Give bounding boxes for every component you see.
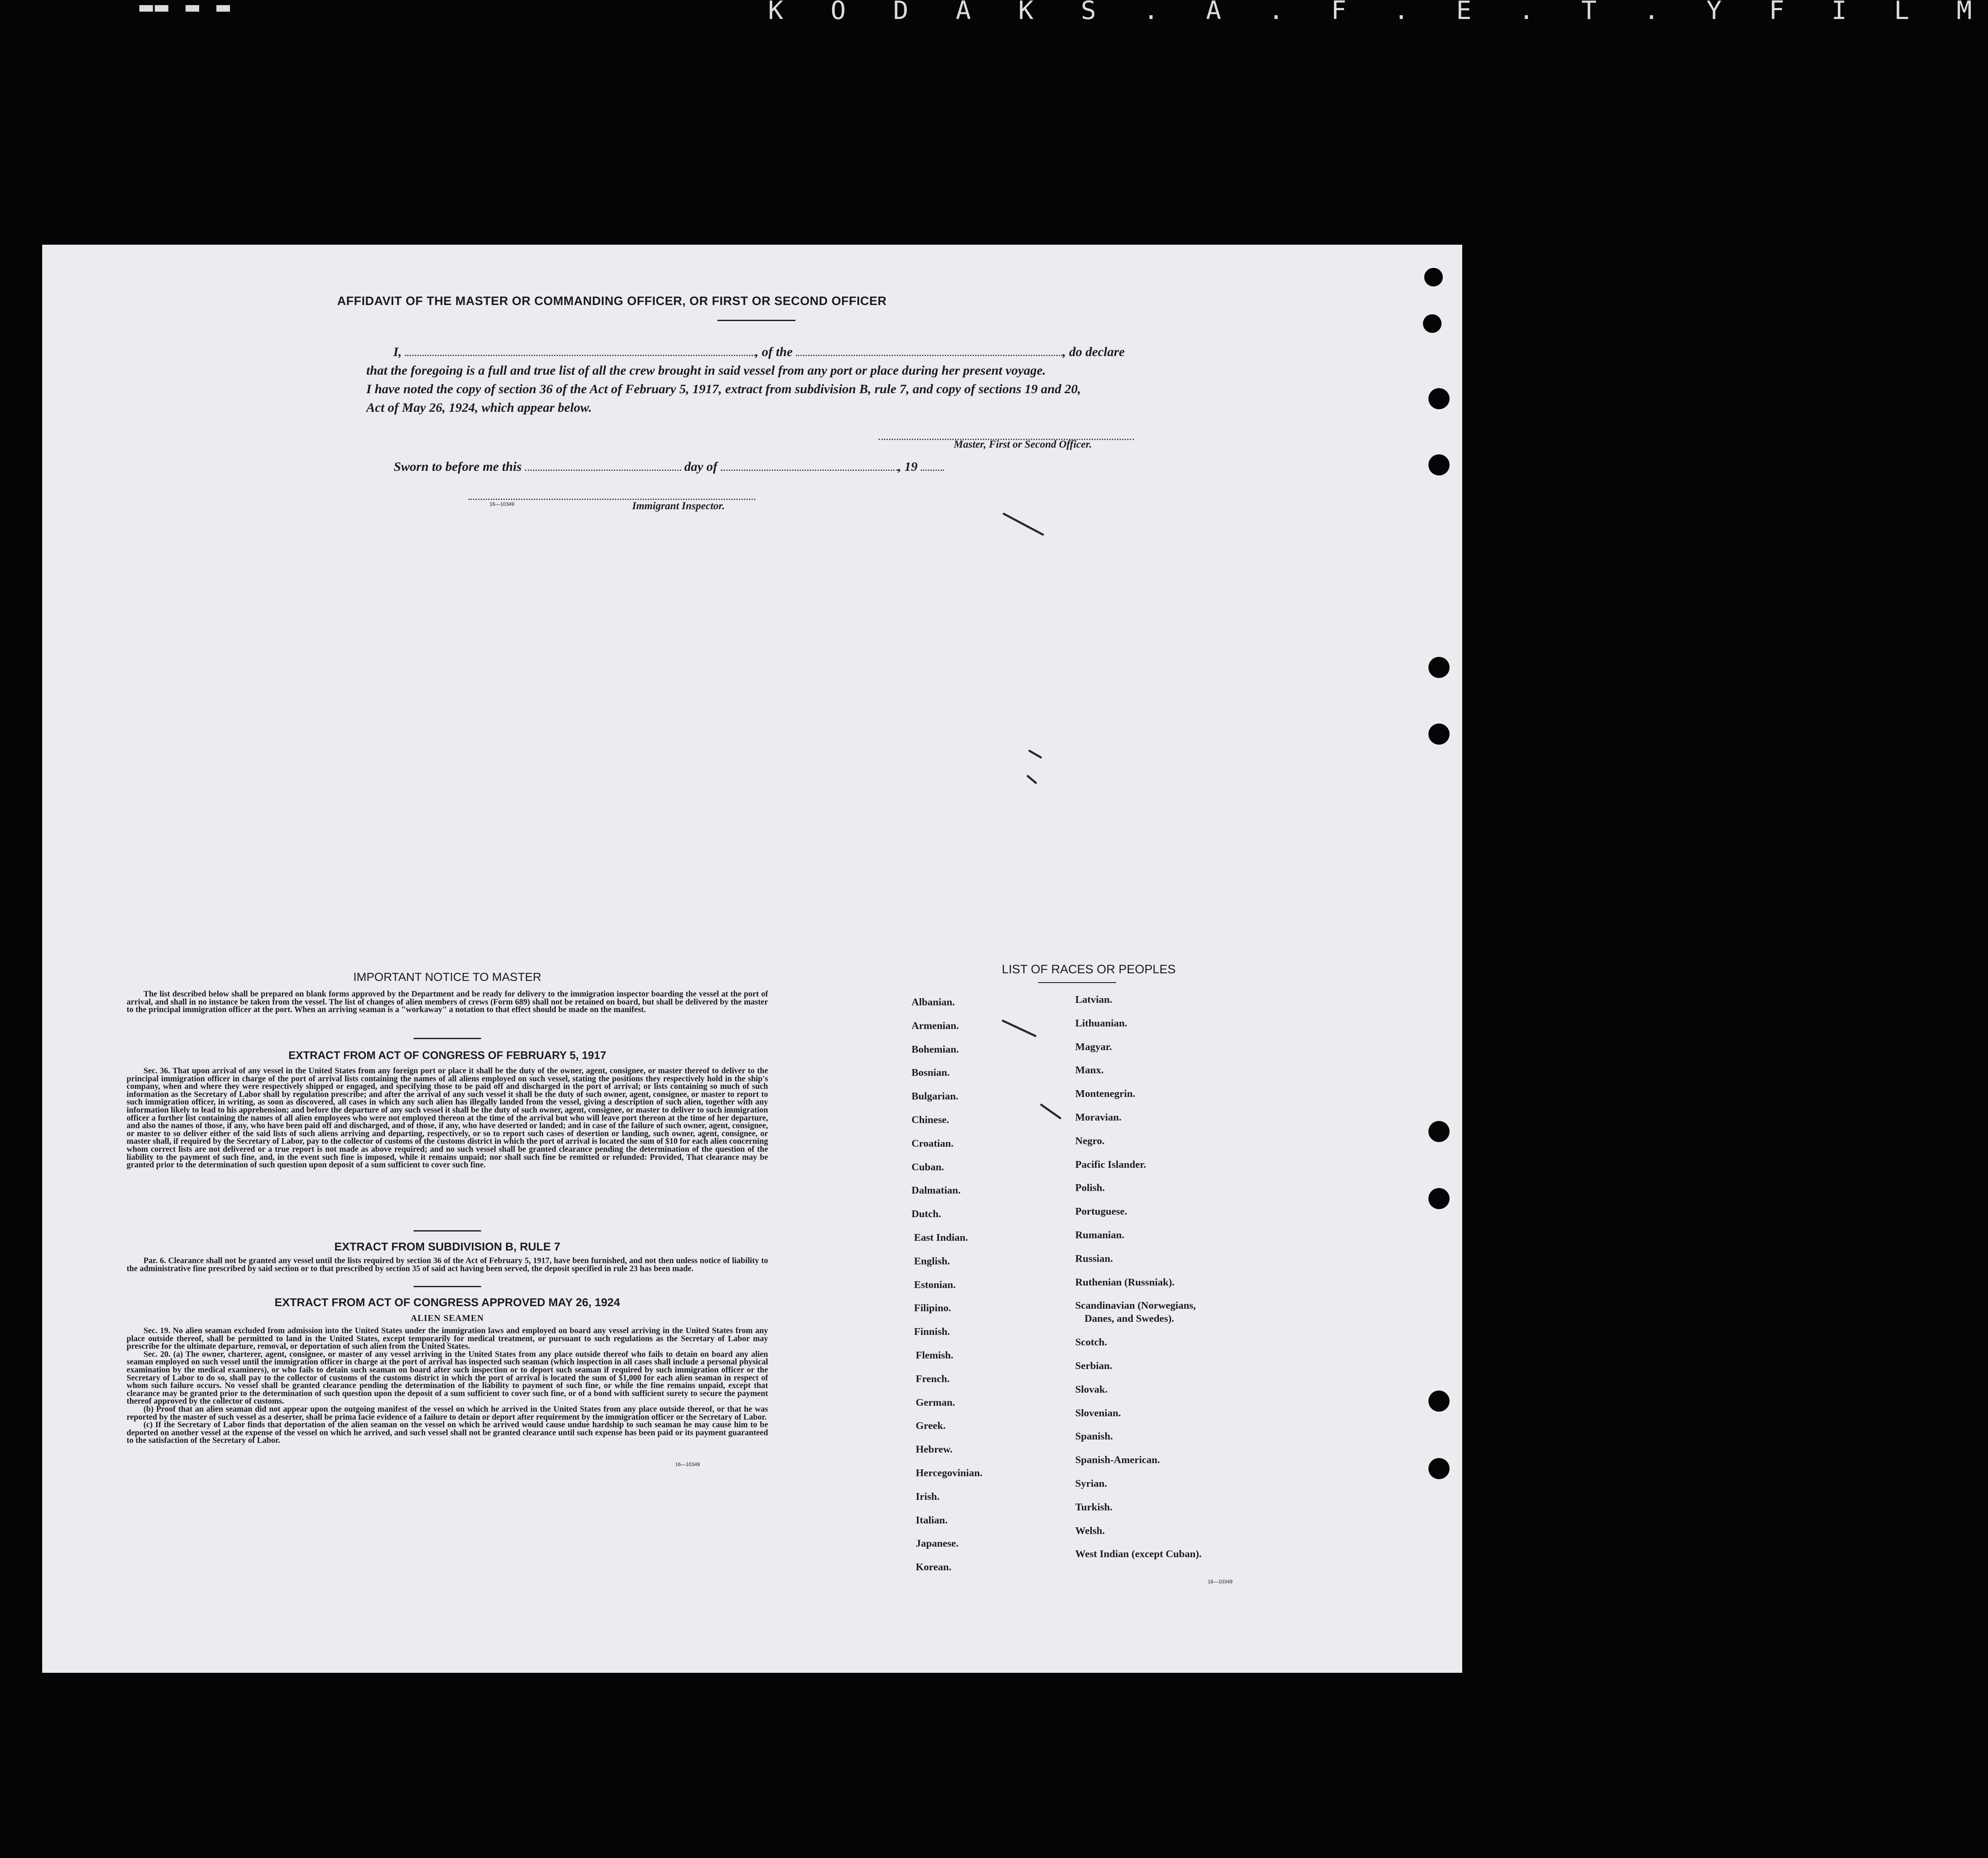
races-title: LIST OF RACES OR PEOPLES [1001,963,1176,976]
notice-paragraph: The list described below shall be prepared on blank forms approved by the Department and be ready for delivery to the immigration inspector boarding the vessel at the port of arrival, and shall in no instance be taken from the vessel. The list of changes of alien members of crews (Form 689) shall not be retained on board, but shall be delivered by the master to the principal immigration officer at the port. When an arriving seaman is a "workaway" a notation to that effect should be made on the manifest. [127,990,768,1015]
sworn-day-field[interactable] [525,465,681,471]
race-item: East Indian. [914,1232,968,1243]
race-item: Latvian. [1075,994,1112,1005]
race-item: Filipino. [914,1302,951,1314]
section-20c-paragraph: (c) If the Secretary of Labor finds that deportation of the alien seaman on the vessel on which he arrived would cause undue hardship to such seaman he may cause him to be deported on another vessel at the expense of the vessel on which he arrived, and such vessel shall not be granted clearance until such expense has been paid or its payment guaranteed to the satisfaction of the Secretary of Labor. [127,1421,768,1445]
sworn-year-field[interactable] [921,465,944,471]
title-rule [717,320,795,321]
name-field[interactable] [405,351,755,356]
race-item: Magyar. [1075,1041,1112,1053]
punch-hole [1424,268,1443,286]
punch-hole [1428,1188,1450,1209]
race-item: Spanish-American. [1075,1454,1160,1466]
race-item: West Indian (except Cuban). [1075,1548,1202,1560]
race-item: Finnish. [914,1326,950,1338]
race-item: Hebrew. [916,1444,953,1456]
race-item: Rumanian. [1075,1229,1125,1241]
race-item: Moravian. [1075,1112,1122,1123]
affidavit-body [366,343,1193,417]
race-item: Bohemian. [912,1043,959,1055]
race-item: Irish. [916,1491,940,1502]
section-rule [414,1286,481,1287]
race-item: Croatian. [912,1137,954,1149]
do-declare-label: , do declare [1063,344,1125,359]
race-item: Estonian. [914,1279,956,1291]
section-20b-paragraph: (b) Proof that an alien seaman did not appear upon the outgoing manifest of the vessel on which he arrived in the United States from any place outside thereof, or that he was reported by the master of such vessel as a deserter, shall be prima facie evidence of a failure to detain or deport after requirement by the immigration officer or the Secretary of Labor. [127,1404,768,1422]
punch-hole [1423,314,1442,333]
extract-1917-text [127,1067,768,1169]
stray-mark [1040,1103,1062,1120]
section-20a-paragraph: Sec. 20. (a) The owner, charterer, agent, consignee, or master of any vessel arriving in the United States from any place outside thereof who fails to detain on board any alien seaman employed on such vessel until the immigration officer in charge at the port of arrival has inspected such seaman (which inspection in all cases shall include a personal physical examination by the medical examiners), or who fails to detain such seaman on board after such inspection or to deport such seaman if required by such immigration officer or the Secretary of Labor to do so, shall pay to the collector of customs of the customs district in which the port of arrival is located the sum of $1,000 for each alien seaman in respect of whom such failure occurs. No vessel shall be granted clearance pending the determination of the liability to payment of such fine, or while the fine remains unpaid, except that clearance may be granted prior to the determination of such question upon the deposit of a sum sufficient to cover such fine, or of a bond with sufficient surety to secure the payment thereof approved by the collector of customs. [127,1350,768,1406]
alien-seamen-heading: ALIEN SEAMEN [411,1313,484,1323]
punch-hole [1428,1391,1450,1412]
race-item: Greek. [916,1420,946,1432]
race-item: Turkish. [1075,1501,1113,1513]
punch-hole [1428,724,1450,745]
notice-title: IMPORTANT NOTICE TO MASTER [353,970,541,983]
form-number: 16—10349 [1208,1579,1233,1585]
race-item: Slovenian. [1075,1407,1121,1419]
race-item: Lithuanian. [1075,1017,1128,1029]
inspector-signature-line[interactable] [468,499,755,500]
race-item: Negro. [1075,1135,1105,1147]
section-19-paragraph: Sec. 19. No alien seaman excluded from admission into the United States under the immigration laws and employed on board any vessel arriving in the United States from any place outside thereof, shall be permitted to land in the United States, except temporarily for medical treatment, or pursuant to such regulations as the Secretary of Labor may prescribe for the ultimate departure, removal, or deportation of such alien from the United States. [127,1326,768,1351]
of-the-label: , of the [755,344,793,359]
race-item: Hercegovinian. [916,1467,983,1479]
section-rule [414,1038,481,1039]
sworn-month-field[interactable] [721,465,898,471]
race-item: Bulgarian. [912,1091,958,1102]
race-item: Dalmatian. [912,1185,961,1196]
year-prefix: , 19 [898,459,918,474]
race-item: Cuban. [912,1161,944,1173]
signature-caption: Master, First or Second Officer. [954,439,1092,450]
subdivision-paragraph: Par. 6. Clearance shall not be granted any vessel until the lists required by section 36 of the Act of February 5, 1917, have been furnished, and not then unless notice of liability to the administrative fine prescribed by said section or to that prescribed by section 35 of said act having been served, the deposit specified in rule 23 has been made. [127,1256,768,1273]
race-item: Slovak. [1075,1383,1108,1395]
extract-1917-paragraph: Sec. 36. That upon arrival of any vessel in the United States from any foreign port or place it shall be the duty of the owner, agent, consignee, or master thereof to deliver to the principal immigration officer in charge of the port of arrival lists containing the names of all aliens employed on such vessel, stating the positions they respectively hold in the ship's company, when and where they were respectively shipped or engaged, and specifying those to be paid off and discharged in the port of arrival; or lists containing so much of such information as the Secretary of Labor shall by regulation prescribe; and after the arrival of any such vessel it shall be the duty of such owner, agent, consignee, or master to report to such immigration officer, in writing, as soon as discovered, all cases in which any such alien has illegally landed from the vessel, giving a description of such alien, together with any information likely to lead to his apprehension; and before the departure of any such vessel it shall be the duty of such owner, agent, consignee, or master to deliver to such immigration officer a further list containing the names of all alien employees who were not employed thereon at the time of the arrival but who will leave port thereon at the time of her departure, and also the names of those, if any, who have been paid off and discharged, and of those, if any, who have deserted or landed; and in case of the failure of such owner, agent, consignee, or master to so deliver either of the said lists of such aliens arriving and departing, respectively, or so to report such cases of desertion or landing, such owner, agent, consignee, or master shall, if required by the Secretary of Labor, pay to the collector of customs of the customs district in which the port of arrival is located the sum of $10 for each alien concerning whom correct lists are not delivered or a true report is not made as above required; and no such vessel shall be granted clearance pending the determination of the question of the liability to the payment of such fine, and, in the event such fine is imposed, while it remains unpaid; nor shall such fine be remitted or refunded: Provided, That clearance may be granted prior to the determination of such question upon deposit of a sum sufficient to cover such fine. [127,1067,768,1170]
race-item: Flemish. [916,1350,954,1361]
extract-1924-title: EXTRACT FROM ACT OF CONGRESS APPROVED MAY 26, 1924 [274,1296,620,1309]
punch-hole [1428,657,1450,678]
affidavit-line-3: I have noted the copy of section 36 of the Act of February 5, 1917, extract from subdivision B, rule 7, and copy of sections 19 and 20, [366,381,1081,396]
race-item: Manx. [1075,1064,1104,1076]
form-number: 16—10349 [490,501,514,507]
affidavit-title: AFFIDAVIT OF THE MASTER OR COMMANDING OFFICER, OR FIRST OR SECOND OFFICER [337,294,887,308]
race-item: Chinese. [912,1114,949,1126]
stray-mark [1028,749,1042,759]
sworn-prefix: Sworn to before me this [394,459,522,474]
races-rule [1038,982,1116,983]
race-item: Japanese. [916,1538,959,1550]
race-item: Pacific Islander. [1075,1159,1146,1170]
race-item: Armenian. [912,1020,959,1032]
race-item: Serbian. [1075,1360,1112,1372]
film-edge-marks: ▬▬ ▬ ▬ [139,0,232,20]
extract-1917-title: EXTRACT FROM ACT OF CONGRESS OF FEBRUARY 5, 1917 [288,1049,606,1061]
race-item: Scandinavian (Norwegians, [1075,1300,1196,1312]
race-item: Montenegrin. [1075,1088,1136,1100]
vessel-field[interactable] [796,351,1063,356]
affidavit-line-2: that the foregoing is a full and true list of all the crew brought in said vessel from any port or place during her present voyage. [366,363,1046,378]
race-item: German. [916,1396,955,1408]
section-rule [414,1230,481,1231]
notice-text [127,991,768,1014]
manifest-sheet [42,245,1462,1673]
form-number: 16—10349 [675,1461,700,1467]
extract-1924-text [127,1327,768,1445]
film-edge-strip [0,0,1988,25]
race-item: Dutch. [912,1208,941,1220]
race-item: Russian. [1075,1253,1113,1264]
race-item: Scotch. [1075,1337,1107,1348]
race-item: Albanian. [912,997,955,1008]
race-item: Danes, and Swedes). [1085,1313,1174,1325]
subdivision-text [127,1257,768,1273]
affidavit-line-4: Act of May 26, 1924, which appear below. [366,400,592,415]
race-item: English. [914,1255,950,1267]
race-item: Ruthenian (Russniak). [1075,1276,1175,1288]
race-item: Syrian. [1075,1478,1107,1489]
race-item: French. [916,1373,950,1385]
punch-hole [1428,388,1450,409]
inspector-caption: Immigrant Inspector. [632,500,725,512]
race-item: Bosnian. [912,1067,950,1079]
i-label: I, [393,344,402,359]
day-of-label: day of [684,459,717,474]
race-item: Italian. [916,1514,948,1526]
race-item: Polish. [1075,1182,1105,1194]
stray-mark [1026,775,1037,784]
race-item: Welsh. [1075,1525,1105,1537]
race-item: Korean. [916,1561,952,1573]
stray-mark [1001,1019,1037,1037]
punch-hole [1428,1121,1450,1142]
stray-mark [1002,512,1044,536]
subdivision-title: EXTRACT FROM SUBDIVISION B, RULE 7 [334,1240,560,1253]
race-item: Spanish. [1075,1431,1113,1442]
punch-hole [1428,1458,1450,1479]
race-item: Portuguese. [1075,1206,1128,1218]
sworn-line [394,459,944,474]
affidavit-line-1 [366,343,1193,361]
film-edge-brand: K O D A K S . A . F . E . T . Y F I L M [768,0,1988,25]
punch-hole [1428,454,1450,475]
